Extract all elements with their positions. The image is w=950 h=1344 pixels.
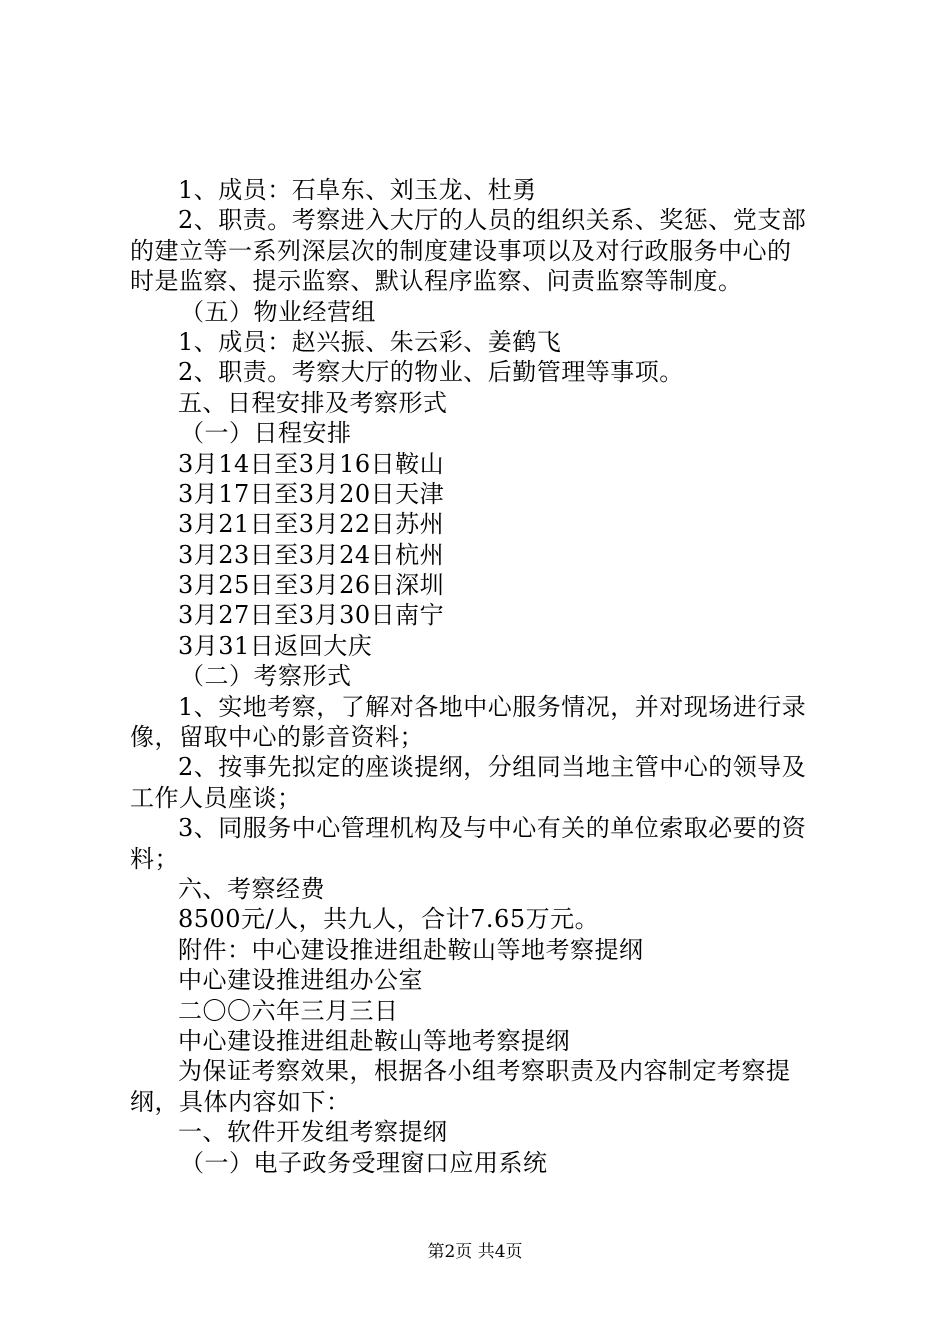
text-line: 为保证考察效果，根据各小组考察职责及内容制定考察提 (178, 1057, 791, 1086)
text-line: 2、职责。考察进入大厅的人员的组织关系、奖惩、党支部 (178, 206, 807, 235)
section-heading: （五）物业经营组 (180, 297, 376, 326)
schedule-item: 3月31日返回大庆 (178, 631, 373, 660)
text-line: 1、成员：石阜东、刘玉龙、杜勇 (178, 176, 537, 204)
section-heading: 六、考察经费 (178, 874, 325, 903)
text-line: 纲，具体内容如下： (130, 1087, 351, 1116)
text-line: 1、实地考察，了解对各地中心服务情况，并对现场进行录 (178, 692, 807, 721)
text-line: 3、同服务中心管理机构及与中心有关的单位索取必要的资 (178, 814, 807, 843)
schedule-item: 3月14日至3月16日鞍山 (178, 449, 445, 478)
text-line: 工作人员座谈； (130, 783, 302, 812)
section-heading: （二）考察形式 (180, 662, 352, 691)
text-line: 时是监察、提示监察、默认程序监察、问责监察等制度。 (130, 267, 743, 296)
text-line: 2、按事先拟定的座谈提纲，分组同当地主管中心的领导及 (178, 753, 807, 782)
section-heading: （一）电子政务受理窗口应用系统 (180, 1148, 548, 1177)
text-line: 像，留取中心的影音资料； (130, 723, 424, 752)
text-line: 料； (130, 844, 179, 873)
section-heading: 一、软件开发组考察提纲 (178, 1118, 448, 1147)
page-footer (0, 1241, 950, 1263)
section-heading: 五、日程安排及考察形式 (178, 388, 448, 417)
text-line: 1、成员：赵兴振、朱云彩、姜鹤飞 (178, 327, 562, 356)
signature-office: 中心建设推进组办公室 (178, 966, 423, 995)
text-line: 8500元/人，共九人，合计7.65万元。 (178, 905, 600, 934)
schedule-item: 3月27日至3月30日南宁 (178, 601, 445, 630)
schedule-item: 3月25日至3月26日深圳 (178, 571, 445, 600)
text-line: 的建立等一系列深层次的制度建设事项以及对行政服务中心的 (130, 236, 792, 265)
section-heading: （一）日程安排 (180, 419, 352, 448)
schedule-item: 3月23日至3月24日杭州 (178, 540, 445, 569)
attachment-line: 附件：中心建设推进组赴鞍山等地考察提纲 (178, 935, 644, 964)
document-body (0, 175, 950, 1178)
schedule-item: 3月17日至3月20日天津 (178, 479, 445, 508)
signature-date: 二〇〇六年三月三日 (178, 996, 399, 1025)
page-number-label: 第2页 共4页 (427, 1242, 523, 1262)
attachment-title: 中心建设推进组赴鞍山等地考察提纲 (178, 1026, 570, 1055)
schedule-item: 3月21日至3月22日苏州 (178, 510, 445, 539)
text-line: 2、职责。考察大厅的物业、后勤管理等事项。 (178, 358, 684, 387)
